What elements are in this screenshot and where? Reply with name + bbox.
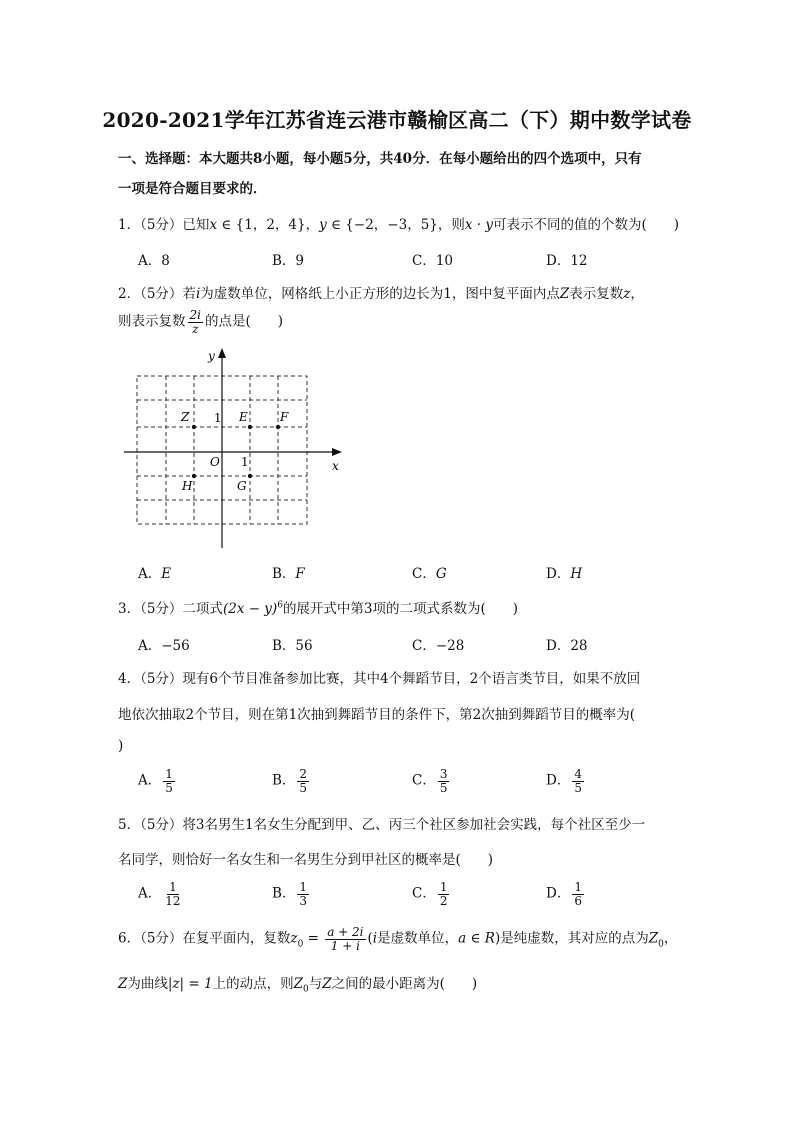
q3-option-a[interactable]: A．−56 [138, 638, 190, 654]
x-axis-arrow [332, 448, 342, 456]
q1-option-a[interactable]: A．8 [138, 253, 170, 269]
question-2-line1: 2．（5分）若i为虚数单位，网格纸上小正方形的边长为1，图中复平面内点Z表示复数z， [118, 286, 644, 302]
fraction-2i-over-z: $\frac{2i}{z}$ [189, 308, 201, 336]
y-axis-label: y [208, 349, 215, 363]
question-4-line1: 4．（5分）现有6个节目准备参加比赛，其中4个舞蹈节目，2个语言类节目，如果不放回 [118, 671, 641, 687]
question-2-line2: 则表示复数 $\frac{2i}{z}$ 的点是( ) [118, 308, 284, 336]
question-6-line2: Z为曲线|z| = 1上的动点，则$Z_0$与Z之间的最小距离为( ) [118, 976, 478, 995]
point-e-label: E [239, 410, 248, 424]
y-axis-arrow [218, 348, 226, 358]
q1-option-b[interactable]: B．9 [272, 253, 305, 269]
section-heading-line1: 一、选择题：本大题共8小题，每小题5分，共40分．在每小题给出的四个选项中，只有 [118, 151, 642, 167]
question-5-line2: 名同学，则恰好一名女生和一名男生分到甲社区的概率是( ) [118, 852, 494, 868]
question-4-line2: 地依次抽取2个节目，则在第1次抽到舞蹈节目的条件下，第2次抽到舞蹈节目的概率为( [118, 707, 636, 723]
q2-option-a[interactable]: A．E [138, 566, 172, 582]
question-1: 1．（5分）已知x ∈ {1，2，4}，y ∈ {−2，−3，5}，则x · y可表示不同的值的个数为( ) [118, 217, 680, 233]
fraction-z0: $\frac{a + 2i}{1 + i}$ [327, 925, 364, 953]
point-g [248, 474, 252, 478]
question-4-line3: ) [118, 738, 124, 754]
point-h-label: H [182, 479, 193, 493]
question-3: 3．（5分）二项式$(2x - y)^6$的展开式中第3项的二项式系数为( ) [118, 600, 519, 617]
page-title: 2020-2021学年江苏省连云港市赣榆区高二（下）期中数学试卷 [102, 108, 692, 132]
point-f [276, 425, 280, 429]
question-6-line1: 6．（5分）在复平面内，复数$z_0$ = $\frac{a + 2i}{1 + i}$ (i是虚数单位，a ∈ R)是纯虚数，其对应的点为$Z_0$， [118, 925, 678, 953]
q3-option-c[interactable]: C．−28 [412, 638, 465, 654]
q4-option-d[interactable]: D． $\frac{4}{5}$ [546, 767, 582, 795]
q5-option-a[interactable]: A． $\frac{1}{12}$ [138, 880, 181, 908]
point-g-label: G [237, 479, 247, 493]
point-h [192, 474, 196, 478]
point-z [192, 425, 196, 429]
point-f-label: F [280, 410, 289, 424]
section-heading-line2: 一项是符合题目要求的． [118, 181, 267, 197]
x-axis-label: x [332, 459, 339, 473]
q5-option-b[interactable]: B． $\frac{1}{3}$ [272, 880, 308, 908]
q5-option-d[interactable]: D． $\frac{1}{6}$ [546, 880, 582, 908]
question-5-line1: 5．（5分）将3名男生1名女生分配到甲、乙、丙三个社区参加社会实践，每个社区至少一 [118, 817, 646, 833]
q4-option-b[interactable]: B． $\frac{2}{5}$ [272, 767, 308, 795]
q1-option-d[interactable]: D．12 [546, 253, 588, 269]
x-unit-label: 1 [241, 455, 249, 469]
point-z-label: Z [181, 410, 190, 424]
q3-option-d[interactable]: D．28 [546, 638, 588, 654]
y-unit-label: 1 [214, 411, 222, 425]
q3-option-b[interactable]: B．56 [272, 638, 313, 654]
q2-option-c[interactable]: C．G [412, 566, 447, 582]
q4-option-c[interactable]: C． $\frac{3}{5}$ [412, 767, 448, 795]
complex-plane-figure [118, 342, 348, 554]
point-e [248, 425, 252, 429]
q4-option-a[interactable]: A． $\frac{1}{5}$ [138, 767, 173, 795]
q1-option-c[interactable]: C．10 [412, 253, 454, 269]
q2-option-b[interactable]: B．F [272, 566, 305, 582]
origin-label: O [210, 455, 220, 469]
q5-option-c[interactable]: C． $\frac{1}{2}$ [412, 880, 448, 908]
axes [124, 354, 336, 548]
q2-option-d[interactable]: D．H [546, 566, 583, 582]
